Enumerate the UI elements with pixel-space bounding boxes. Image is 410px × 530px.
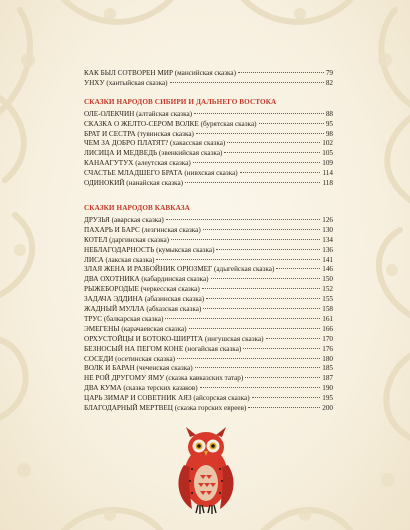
entry-page: 190	[322, 384, 333, 393]
toc-entry	[84, 79, 333, 89]
toc-entry	[84, 325, 333, 335]
entry-title: НЕБЛАГОДАРНОСТЬ (кумыкская сказка)	[84, 245, 215, 254]
entry-page: 136	[322, 245, 333, 254]
toc-entry	[84, 120, 333, 130]
dot-leader	[193, 162, 320, 163]
dot-leader	[156, 259, 320, 260]
dot-leader	[165, 318, 320, 319]
entry-title: ДВА КУМА (сказка терских казаков)	[84, 384, 198, 393]
toc-entry	[84, 69, 333, 79]
dot-leader	[227, 142, 320, 143]
entry-page: 187	[322, 374, 333, 383]
dot-leader	[266, 338, 321, 339]
entry-page: 158	[322, 305, 333, 314]
dot-leader	[206, 298, 320, 299]
section-heading-caucasus: СКАЗКИ НАРОДОВ КАВКАЗА	[84, 203, 190, 212]
dot-leader	[200, 387, 321, 388]
entry-title: БРАТ И СЕСТРА (тувинская сказка)	[84, 129, 194, 138]
entry-title: ТРУС (балкарская сказка)	[84, 314, 164, 323]
entry-title: БЛАГОДАРНЫЙ МЕРТВЕЦ (сказка горских евреев)	[84, 404, 247, 413]
toc-entry	[84, 216, 333, 226]
entry-page: 185	[322, 364, 333, 373]
dot-leader	[248, 407, 320, 408]
dot-leader	[196, 133, 324, 134]
toc-entry	[84, 169, 333, 179]
entry-title: ПАХАРЬ И БАРС (лезгинская сказка)	[84, 225, 201, 234]
owl-icon	[170, 425, 242, 517]
toc-entry	[84, 364, 333, 374]
entry-page: 176	[322, 344, 333, 353]
entry-title: ЗАДАЧА ЭДДИНА (абазинская сказка)	[84, 295, 205, 304]
entry-page: 109	[322, 159, 333, 168]
entry-title: ЛИСИЦА И МЕДВЕДЬ (эвенкийская сказка)	[84, 149, 223, 158]
entry-title: СКАЗКА О ЖЕЛТО-СЕРОМ ВОЛКЕ (бурятская сказка)	[84, 119, 257, 128]
dot-leader	[166, 219, 320, 220]
entry-title: ЗЛАЯ ЖЕНА И РАЗБОЙНИК ОРЮЗМЕГ (адыгейская сказка)	[84, 265, 275, 274]
dot-leader	[171, 239, 320, 240]
entry-page: 105	[322, 149, 333, 158]
entry-page: 88	[325, 109, 333, 118]
entry-page: 155	[322, 295, 333, 304]
toc-entry	[84, 285, 333, 295]
entry-title: СОСЕДИ (осетинская сказка)	[84, 354, 176, 363]
entry-title: СЧАСТЬЕ МЛАДШЕГО БРАТА (нивхская сказка)	[84, 169, 238, 178]
toc-entry	[84, 236, 333, 246]
entry-title: ЧЕМ ЗА ДОБРО ПЛАТЯТ? (хакасская сказка)	[84, 139, 226, 148]
entry-title: ОРХУСТОЙЦЫ И БОТОКО-ШИРТГА (ингушская сказка)	[84, 334, 264, 343]
entry-page: 141	[322, 255, 333, 264]
dot-leader	[202, 288, 320, 289]
entry-page: 126	[322, 215, 333, 224]
entry-page: 180	[322, 354, 333, 363]
dot-leader	[243, 348, 320, 349]
toc-entry	[84, 139, 333, 149]
entry-title: УНХУ (хантыйская сказка)	[84, 78, 168, 87]
entry-title: ОДИНОКИЙ (нанайская сказка)	[84, 179, 184, 188]
table-of-contents	[84, 69, 333, 414]
entry-title: ЭМЕГЕНЫ (карачаевская сказка)	[84, 324, 187, 333]
entry-page: 130	[322, 225, 333, 234]
entry-title: ДВА ОХОТНИКА (кабардинская сказка)	[84, 275, 209, 284]
entry-page: 200	[322, 404, 333, 413]
toc-entry	[84, 275, 333, 285]
section-entries-siberia	[84, 110, 333, 189]
dot-leader	[177, 358, 320, 359]
entry-page: 95	[325, 119, 333, 128]
entry-page: 146	[322, 265, 333, 274]
toc-entry	[84, 305, 333, 315]
entry-title: ЦАРЬ ЗИМАР И СОВЕТНИК АЯЗ (айсорская сказка)	[84, 394, 250, 403]
toc-entry	[84, 179, 333, 189]
toc-entry	[84, 159, 333, 169]
toc-entry	[84, 226, 333, 236]
dot-leader	[238, 72, 324, 73]
entry-title: ЛИСА (лакская сказка)	[84, 255, 155, 264]
entry-title: ЖАДНЫЙ МУЛЛА (абхазская сказка)	[84, 305, 202, 314]
entry-page: 98	[325, 129, 333, 138]
dot-leader	[259, 123, 324, 124]
toc-entry	[84, 256, 333, 266]
entry-page: 195	[322, 394, 333, 403]
dot-leader	[195, 367, 321, 368]
dot-leader	[252, 397, 321, 398]
entry-title: НЕ РОЙ ДРУГОМУ ЯМУ (сказка кавказских татар)	[84, 374, 244, 383]
toc-entry	[84, 355, 333, 365]
entry-title: ДРУЗЬЯ (аварская сказка)	[84, 215, 164, 224]
toc-entry	[84, 130, 333, 140]
dot-leader	[245, 377, 320, 378]
entry-title: РЫЖЕБОРОДЫЕ (черкесская сказка)	[84, 285, 200, 294]
toc-entry	[84, 404, 333, 414]
entry-title: КАК БЫЛ СОТВОРЕН МИР (мансийская сказка)	[84, 69, 237, 77]
entry-title: КАНААГУТУХ (алеутская сказка)	[84, 159, 191, 168]
entry-title: ОЛЕ-ОЛЕКЧИН (алтайская сказка)	[84, 109, 193, 118]
toc-entry	[84, 315, 333, 325]
toc-entry	[84, 246, 333, 256]
entry-title: ВОЛК И БАРАН (чеченская сказка)	[84, 364, 193, 373]
entry-page: 152	[322, 285, 333, 294]
entry-title: БЕЗНОСЫЙ НА ПЕГОМ КОНЕ (ногайская сказка)	[84, 344, 242, 353]
dot-leader	[203, 308, 320, 309]
entry-title: КОТЕЛ (даргинская сказка)	[84, 235, 170, 244]
toc-entry	[84, 384, 333, 394]
dot-leader	[170, 82, 324, 83]
dot-leader	[224, 152, 320, 153]
dot-leader	[185, 182, 320, 183]
toc-entry	[84, 265, 333, 275]
toc-entry	[84, 149, 333, 159]
entry-page: 114	[322, 169, 333, 178]
dot-leader	[276, 268, 320, 269]
section-entries-caucasus	[84, 216, 333, 414]
entry-page: 102	[322, 139, 333, 148]
entry-page: 161	[322, 314, 333, 323]
dot-leader	[216, 249, 320, 250]
toc-entry	[84, 335, 333, 345]
entry-page: 134	[322, 235, 333, 244]
toc-entry	[84, 394, 333, 404]
dot-leader	[194, 113, 324, 114]
toc-entry	[84, 345, 333, 355]
entry-page: 82	[325, 78, 333, 87]
section-heading-siberia: СКАЗКИ НАРОДОВ СИБИРИ И ДАЛЬНЕГО ВОСТОКА	[84, 97, 277, 106]
dot-leader	[203, 229, 320, 230]
toc-entry	[84, 374, 333, 384]
entry-page: 118	[322, 179, 333, 188]
entry-page: 166	[322, 324, 333, 333]
entry-page: 170	[322, 334, 333, 343]
entry-page: 79	[325, 69, 333, 77]
entry-page: 150	[322, 275, 333, 284]
toc-entry	[84, 295, 333, 305]
dot-leader	[240, 172, 321, 173]
top-entries	[84, 69, 333, 89]
dot-leader	[189, 328, 321, 329]
dot-leader	[211, 278, 321, 279]
toc-entry	[84, 110, 333, 120]
